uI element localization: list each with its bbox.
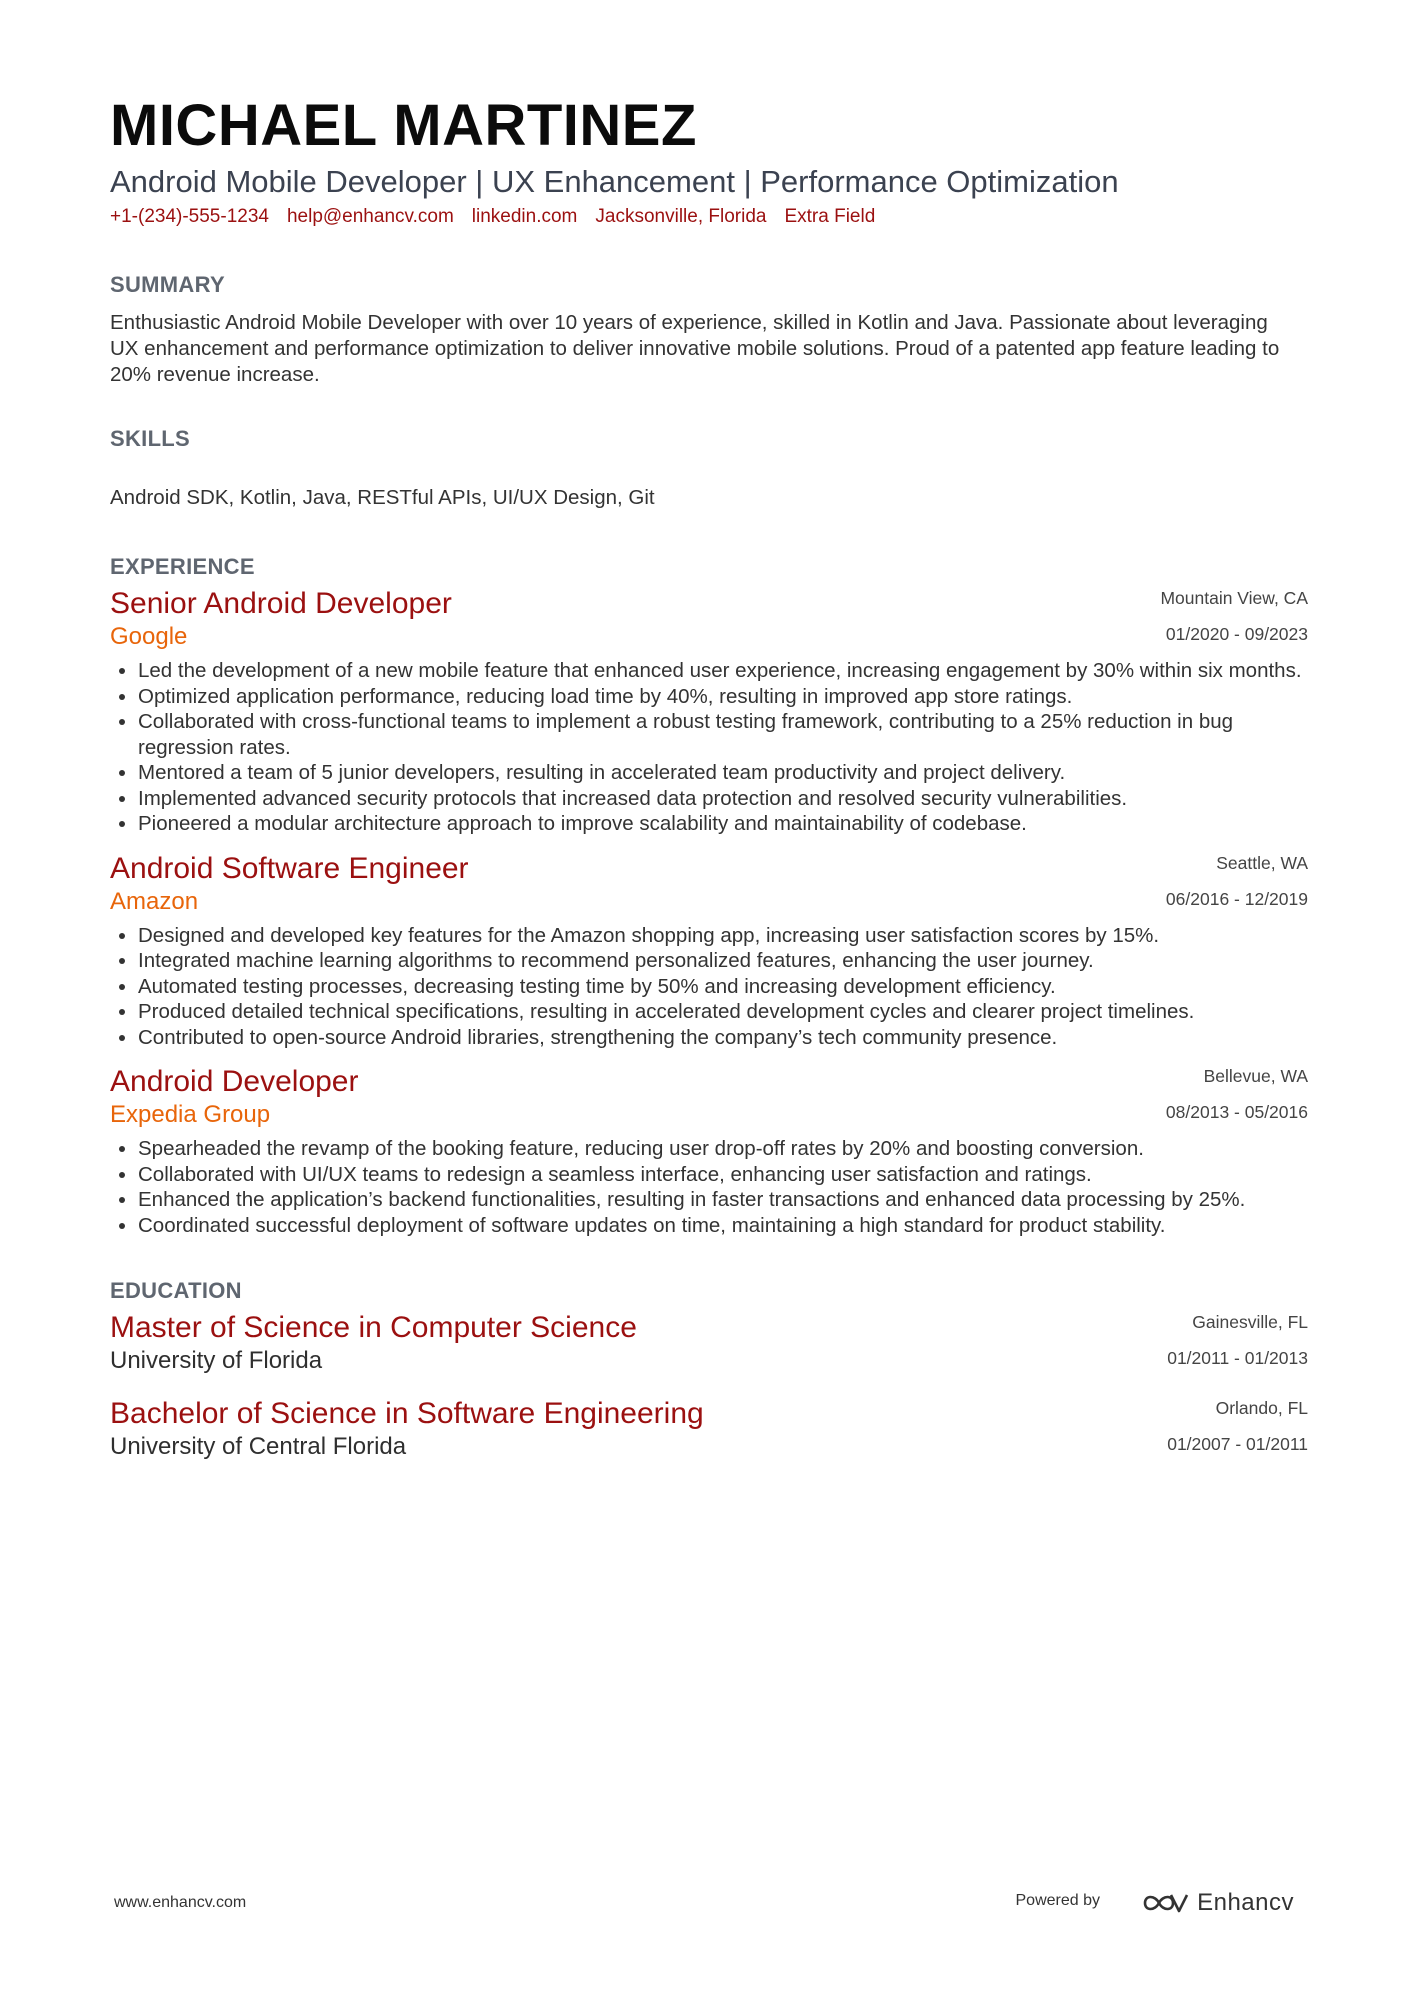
powered-by-label: Powered by: [1015, 1892, 1100, 1909]
bullet-item: • Mentored a team of 5 junior developers, resulting in accelerated team productivity and project delivery.: [138, 760, 1313, 786]
job-location: Seattle, WA: [1216, 852, 1308, 873]
experience-entry: [110, 851, 1310, 1051]
job-dates: 01/2020 - 09/2023: [1165, 624, 1308, 645]
section-title-education: EDUCATION: [110, 1278, 242, 1304]
bullet-item: • Led the development of a new mobile feature that enhanced user experience, increasing engagement by 30% within six months.: [138, 658, 1313, 684]
bullet-item: • Enhanced the application’s backend functionalities, resulting in faster transactions and enhanced data processing by 25%.: [138, 1187, 1313, 1213]
section-title-skills: SKILLS: [110, 426, 191, 452]
page-footer: [114, 1886, 1294, 1926]
skills-section: [110, 426, 1310, 510]
section-title-summary: SUMMARY: [110, 272, 225, 298]
candidate-headline: Android Mobile Developer | UX Enhancement | Performance Optimization: [110, 163, 1119, 199]
footer-website-link[interactable]: www.enhancv.com: [114, 1894, 247, 1911]
section-title-experience: EXPERIENCE: [110, 554, 255, 580]
company-name: Google: [110, 623, 188, 651]
education-entry: [110, 1310, 1310, 1376]
education-dates: 01/2011 - 01/2013: [1167, 1348, 1308, 1369]
bullet-item: • Coordinated successful deployment of software updates on time, maintaining a high standard for product stability.: [138, 1213, 1313, 1239]
summary-text: Enthusiastic Android Mobile Developer with over 10 years of experience, skilled in Kotlin and Java. Passionate about leveraging UX enhancement and performance optimization to deliver innovative mobile solutions. Proud of a patented app feature leading to 20% revenue increase.: [110, 311, 1280, 387]
skills-list: Android SDK, Kotlin, Java, RESTful APIs, UI/UX Design, Git: [110, 486, 655, 510]
job-dates: 06/2016 - 12/2019: [1165, 888, 1308, 909]
contact-phone[interactable]: +1-(234)-555-1234: [110, 206, 269, 228]
experience-entry: [110, 1064, 1310, 1238]
bullet-item: • Produced detailed technical specifications, resulting in accelerated development cycles and clearer project timelines.: [138, 999, 1313, 1025]
contact-bar: [110, 206, 1310, 228]
bullet-item: • Designed and developed key features for the Amazon shopping app, increasing user satisfaction scores by 15%.: [138, 923, 1313, 949]
education-location: Orlando, FL: [1215, 1398, 1308, 1419]
degree-title: Bachelor of Science in Software Engineering: [110, 1397, 704, 1431]
contact-email[interactable]: help@enhancv.com: [286, 206, 454, 228]
candidate-name: MICHAEL MARTINEZ: [110, 93, 697, 158]
enhancv-logo[interactable]: [1141, 1886, 1294, 1920]
bullet-item: • Implemented advanced security protocols that increased data protection and resolved security vulnerabilities.: [138, 786, 1313, 812]
bullet-item: • Optimized application performance, reducing load time by 40%, resulting in improved app store ratings.: [138, 684, 1313, 710]
enhancv-logo-icon: [1141, 1889, 1189, 1917]
degree-title: Master of Science in Computer Science: [110, 1311, 637, 1345]
bullet-item: • Collaborated with cross-functional teams to implement a robust testing framework, contributing to a 25% reduction in bug regression rates.: [138, 709, 1313, 760]
company-name: Amazon: [110, 887, 199, 915]
job-title: Senior Android Developer: [110, 587, 452, 621]
experience-section: [110, 554, 1310, 1238]
contact-linkedin[interactable]: linkedin.com: [471, 206, 578, 228]
bullet-item: • Collaborated with UI/UX teams to redesign a seamless interface, enhancing user satisfaction and ratings.: [138, 1162, 1313, 1188]
job-bullets: [110, 1136, 1313, 1238]
bullet-item: • Contributed to open-source Android libraries, strengthening the company’s tech community presence.: [138, 1025, 1313, 1051]
education-section: [110, 1278, 1310, 1462]
summary-section: [110, 272, 1310, 388]
enhancv-brand-text: Enhancv: [1197, 1889, 1294, 1916]
school-name: University of Florida: [110, 1347, 323, 1375]
education-location: Gainesville, FL: [1192, 1312, 1308, 1333]
company-name: Expedia Group: [110, 1101, 271, 1129]
job-location: Bellevue, WA: [1203, 1066, 1308, 1087]
job-dates: 08/2013 - 05/2016: [1165, 1102, 1308, 1123]
bullet-item: • Integrated machine learning algorithms to recommend personalized features, enhancing the user journey.: [138, 948, 1313, 974]
contact-extra-field: Extra Field: [784, 206, 876, 228]
school-name: University of Central Florida: [110, 1433, 407, 1461]
job-location: Mountain View, CA: [1160, 588, 1308, 609]
education-dates: 01/2007 - 01/2011: [1167, 1434, 1308, 1455]
resume-page: [110, 93, 1310, 1462]
job-bullets: [110, 658, 1313, 837]
job-bullets: [110, 923, 1313, 1051]
bullet-item: • Pioneered a modular architecture approach to improve scalability and maintainability of codebase.: [138, 811, 1313, 837]
education-entry: [110, 1396, 1310, 1462]
experience-entry: [110, 586, 1310, 837]
bullet-item: • Automated testing processes, decreasing testing time by 50% and increasing development efficiency.: [138, 974, 1313, 1000]
bullet-item: • Spearheaded the revamp of the booking feature, reducing user drop-off rates by 20% and boosting conversion.: [138, 1136, 1313, 1162]
job-title: Android Developer: [110, 1065, 359, 1099]
job-title: Android Software Engineer: [110, 851, 469, 885]
contact-location: Jacksonville, Florida: [595, 206, 767, 228]
